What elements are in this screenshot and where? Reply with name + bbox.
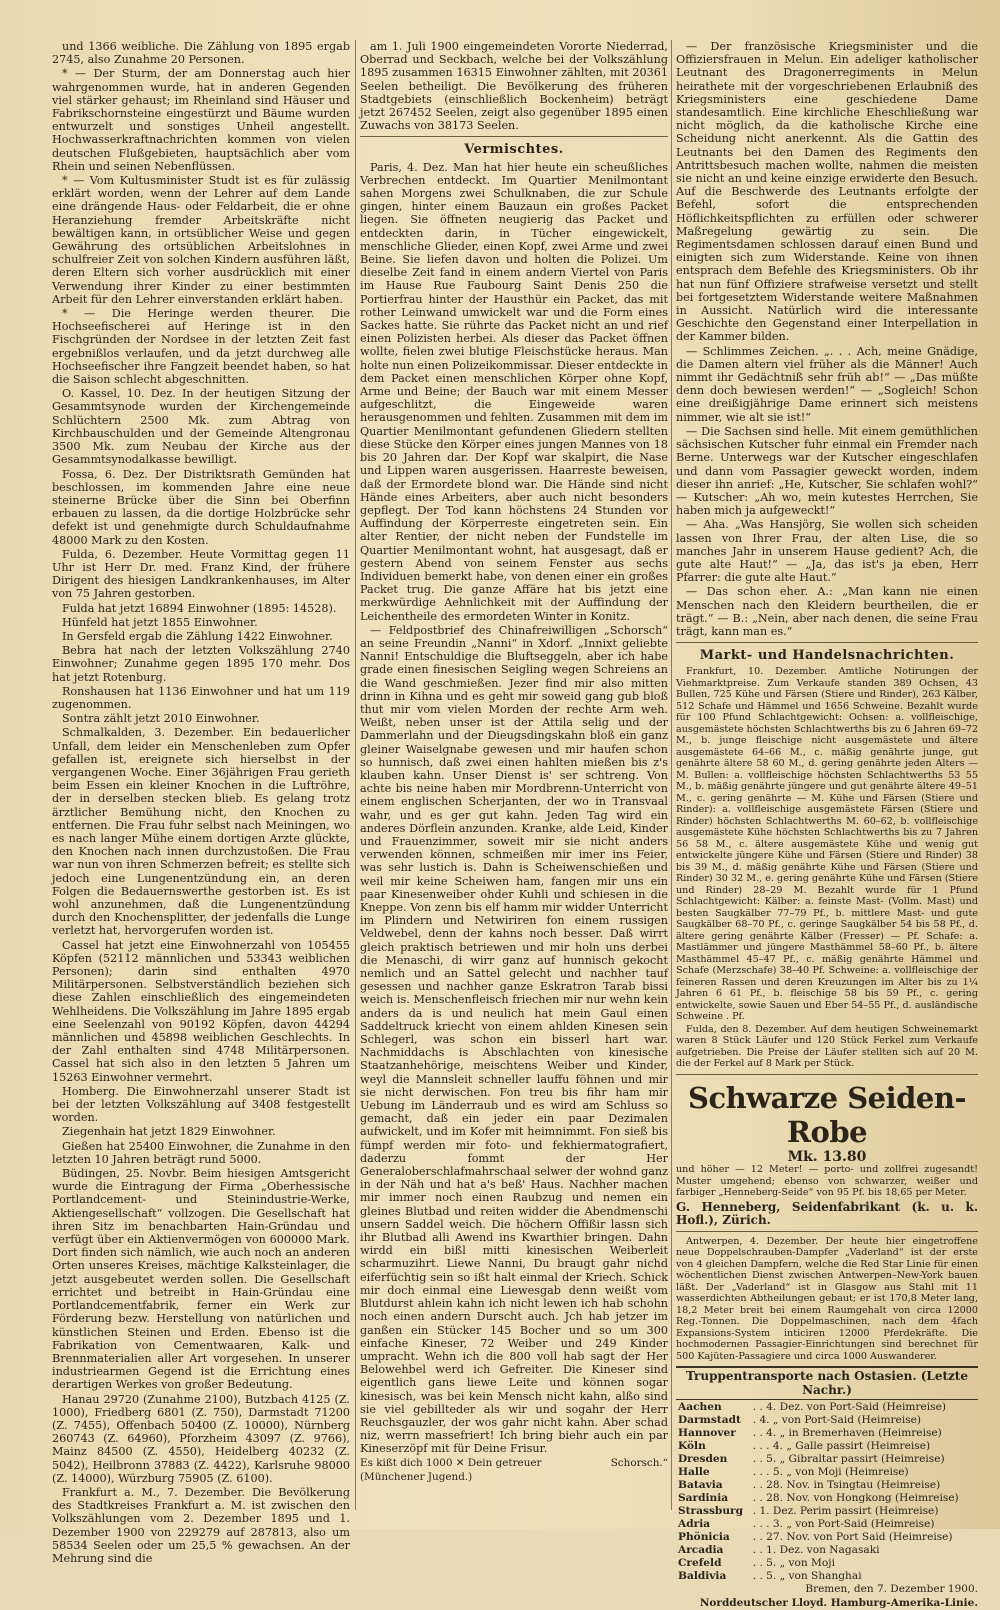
ship-name: Köln — [678, 1439, 706, 1452]
feuilleton-articles — [676, 40, 978, 638]
section-divider — [676, 642, 978, 643]
ship-name: Dresden — [678, 1452, 728, 1465]
article-paragraph: Cassel hat jetzt eine Einwohnerzahl von 105455 Köpfen (52112 männlichen und 53343 weiblichen Personen); darin sind enthalten 4970 Militärpersonen. Selbstverständlich beziehen sich diese Zahlen einschließlich des eingemeindeten Wehlheidens. Die Volkszählung im Jahre 1895 ergab eine Seelenzahl von 90192 Köpfen, davon 44294 männlichen und 45898 weiblichen Geschlechts. In der Zahl enthalten sind 4748 Militärpersonen. Cassel hat sich also in den letzten 5 Jahren um 15263 Einwohner vermehrt. — [52, 938, 350, 1084]
ship-status: . . 5. „ Gibraltar passirt (Heimreise) — [752, 1452, 945, 1465]
letter-closing: Es kißt dich 1000 ✕ Dein getreuer — [360, 1456, 542, 1469]
ship-name: Aachen — [678, 1400, 722, 1413]
ship-status: . . . 5. „ von Moji (Heimreise) — [752, 1465, 909, 1478]
article-paragraph: Hünfeld hat jetzt 1855 Einwohner. — [62, 615, 258, 629]
ship-status: . . 27. Nov. von Port Said (Heimreise) — [752, 1530, 953, 1543]
market-paragraph: Frankfurt, 10. Dezember. Amtliche Notirungen der Viehmarktpreise. Zum Verkaufe standen 389 Ochsen, 43 Bullen, 725 Kühe und Färsen (Stiere und Rinder), 263 Kälber, 512 Schafe und Hämmel und 1656 Schweine. Bezahlt wurde für 100 Pfund Schlachtgewicht: Ochsen: a. vollfleischige, ausgemästete höchsten Schlachtwerths bis zu 6 Jahren 69–72 M., b. junge fleischige nicht ausgemästete und ältere ausgemästete 64–66 M., c. mäßig genährte junge, gut genährte ältere 58 60 M., d. gering genährte jeden Alters — M. Bullen: a. vollfleischige höchsten Schlachtwerths 53 55 M., b. mäßig genährte jüngere und gut genährte ältere 49–51 M., c. gering genährte — M. Kühe und Färsen (Stiere und Rinder): a. vollfleischige ausgemästete Färsen (Stiere und Rinder) höchsten Schlachtwerths M. 60–62, b. vollfleischige ausgemästete Kühe höchsten Schlachtwerths bis zu 7 Jahren 56 58 M., c. ältere ausgemästete Kühe und wenig gut entwickelte jüngere Kühe und Färsen (Stiere und Rinder) 38 bis 39 M., d. mäßig genährte Kühe und Färsen (Stiere und Rinder) 30 32 M., e. gering genährte Kühe und Färsen (Stiere und Rinder) 28–29 M. Bezahlt wurde für 1 Pfund Schlachtgewicht: Kälber: a. feinste Mast- (Vollm. Mast) und besten Saugkälber 77–79 Pf., b. mittlere Mast- und gute Saugkälber 68–70 Pf., c. geringe Saugkälber 54 bis 58 Pf., d. ältere gering genährte Kälber (Fresser) — Pf. Schafe: a. Mastlämmer und jüngere Masthämmel 58–60 Pf., b. ältere Masthämmel 45–47 Pf., c. mäßig genährte Hämmel und Schafe (Merzschafe) 38–40 Pf. Schweine: a. vollfleischige der feineren Rassen und deren Kreuzungen im Alter bis zu 1¼ Jahren 6 61 Pf., b. fleischige 58 bis 59 Pf., c. gering entwickelte, sowie Sauen und Eber 54–55 Pf., d. ausländische Schweine . Pf. — [676, 666, 978, 1023]
transport-row — [676, 1544, 978, 1557]
ship-status: . . 28. Nov. von Hongkong (Heimreise) — [752, 1491, 959, 1504]
transport-row — [676, 1531, 978, 1544]
transport-row — [676, 1505, 978, 1518]
vermischtes-articles — [360, 161, 668, 1456]
article-paragraph: Ziegenhain hat jetzt 1829 Einwohner. — [62, 1125, 276, 1139]
ship-name: Strassburg — [678, 1504, 744, 1517]
ship-name: Batavia — [678, 1478, 723, 1491]
transport-signature: Norddeutscher Lloyd. Hamburg-Amerika-Linie. — [699, 1597, 978, 1610]
transport-row — [676, 1466, 978, 1479]
article-paragraph: Schmalkalden, 3. Dezember. Ein bedauerlicher Unfall, dem leider ein Menschenleben zum Opfer gefallen ist, ereignete sich hierselbst in der vergangenen Woche. Einer 36jährigen Frau gerieth beim Essen ein kleiner Knochen in die Luftröhre, der in derselben stecken blieb. Es gelang trotz ärztlicher Bemühung nicht, den Knochen zu entfernen. Die Frau fuhr selbst nach Meiningen, wo es nach langer Mühe einem dortigen Arzte glückte, den Knochen nach innen durchzustoßen. Die Frau war nun von ihren Schmerzen befreit; es stellte sich jedoch eine Lungenentzündung ein, an deren Folgen die Bedauernswerthe gestorben ist. Es ist wohl anzunehmen, daß die Lungenentzündung durch den Knochensplitter, der jedenfalls die Lunge verletzt hat, hervorgerufen worden ist. — [52, 726, 350, 938]
article-paragraph: und 1366 weibliche. Die Zählung von 1895 ergab 2745, also Zunahme 20 Personen. — [52, 40, 350, 67]
article-paragraph: Büdingen, 25. Novbr. Beim hiesigen Amtsgericht wurde die Eintragung der Firma „Oberhessische Portlandcement- und Steinindustrie-Werke, Aktiengesellschaft“ vollzogen. Die Gesellschaft hat ihren Sitz im benachbarten Hain-Gründau und verfügt über ein Aktienvermögen von 600000 Mark. Dort finden sich nämlich, wie auch noch an anderen Orten unseres Kreises, mächtige Kalksteinlager, die jetzt ausgebeutet werden sollen. Die Gesellschaft errichtet und betreibt in Hain-Gründau eine Portlandcementfabrik, ferner ein Werk zur Förderung bezw. Herstellung von natürlichen und künstlichen Steinen und Erden. Ebenso ist die Fabrikation von Cementwaaren, Kalk- und Brennmaterialien aller Art vorgesehen. In unserer industriearmen Gegend ist die Errichtung eines derartigen Werkes von großer Bedeutung. — [52, 1167, 350, 1392]
column-rule — [671, 40, 672, 1510]
section-heading-vermischtes: Vermischtes. — [464, 142, 564, 158]
advertisement-silk — [676, 1081, 978, 1227]
ship-name: Adria — [678, 1517, 711, 1530]
letter-signer: Schorsch.“ — [610, 1456, 668, 1469]
ship-name: Baldivia — [678, 1569, 727, 1582]
article-paragraph: * — Vom Kultusminister Studt ist es für zulässig erklärt worden, wenn der Lehrer auf dem Lande eine drängende Haus- oder Feldarbeit, die er ohne Heranziehung fremder Arbeitskräfte nicht bewältigen kann, in ortsüblicher Weise und gegen Gewährung des ortsüblichen Arbeitslohnes in schulfreier Zeit von solchen Kindern ausführen läßt, deren Eltern sich vorher ausdrücklich mit einer Verwendung ihrer Kinder zu einer bestimmten Arbeit für den Lehrer einverstanden erklärt haben. — [52, 174, 350, 306]
column-right — [676, 40, 978, 1610]
ad-firm: G. Henneberg, Seidenfabrikant (k. u. k. Hofl.), Zürich. — [676, 1199, 978, 1227]
ship-name: Hannover — [678, 1426, 736, 1439]
ship-status: . . . 4. „ Galle passirt (Heimreise) — [752, 1439, 931, 1452]
ship-status: . 4. „ von Port-Said (Heimreise) — [752, 1413, 922, 1426]
ship-status: . 1. Dez. Perim passirt (Heimreise) — [752, 1504, 939, 1517]
article-paragraph: — Die Sachsen sind helle. Mit einem gemüthlichen sächsischen Kutscher fuhr einmal ein Fremder nach Berne. Unterwegs war der Kutscher eingeschlafen und dann vom Passagier geweckt worden, indem dieser ihn anrief: „He, Kutscher, Sie schlafen wohl?“ — Kutscher: „Ah wo, mein kutestes Herrchen, Sie haben mich ja aufgeweckt!“ — [676, 424, 978, 518]
transport-row — [676, 1414, 978, 1427]
transport-row — [676, 1479, 978, 1492]
ship-status: . . 5. „ von Moji — [752, 1556, 835, 1569]
section-divider — [676, 1231, 978, 1232]
transport-table — [676, 1401, 978, 1583]
ship-status: . . 28. Nov. in Tsingtau (Heimreise) — [752, 1478, 941, 1491]
ship-status: . . 5. „ von Shanghai — [752, 1569, 862, 1582]
article-paragraph: Homberg. Die Einwohnerzahl unserer Stadt ist bei der letzten Volkszählung auf 3408 festgestellt worden. — [52, 1084, 350, 1125]
ship-status: . . 4. Dez. von Port-Said (Heimreise) — [752, 1400, 947, 1413]
article-paragraph: * — Der Sturm, der am Donnerstag auch hier wahrgenommen wurde, hat in anderen Gegenden viel stärker gehaust; im Rheinland sind Häuser und Fabrikschornsteine eingestürzt und Bäume wurden entwurzelt und sonstiges Unheil angestellt. Hochwasserkraftnachrichten kommen von vielen deutschen Flußgebieten, hauptsächlich aber vom Rhein und seinen Nebenflüssen. — [52, 67, 350, 173]
article-paragraph: Hanau 29720 (Zunahme 2100), Butzbach 4125 (Z. 1000), Friedberg 6801 (Z. 750), Darmstadt 71200 (Z. 7455), Offenbach 50400 (Z. 10000), Nürnberg 260743 (Z. 64960), Pforzheim 43097 (Z. 9766), Mainz 84500 (Z. 4550), Heidelberg 40232 (Z. 5042), Heilbronn 37883 (Z. 4422), Karlsruhe 98000 (Z. 14000), Würzburg 75905 (Z. 6100). — [52, 1392, 350, 1485]
article-paragraph: Fulda, 6. Dezember. Heute Vormittag gegen 11 Uhr ist Herr Dr. med. Franz Kind, der frühere Dirigent des hiesigen Landkrankenhauses, im Alter von 75 Jahren gestorben. — [52, 547, 350, 601]
transport-row — [676, 1427, 978, 1440]
ship-name: Halle — [678, 1465, 710, 1478]
article-paragraph: Frankfurt a. M., 7. Dezember. Die Bevölkerung des Stadtkreises Frankfurt a. M. ist zwischen den Volkszählungen vom 2. Dezember 1895 und 1. Dezember 1900 von 229279 auf 287813, also um 58534 Seelen oder um 25,5 % gewachsen. An der Mehrung sind die — [52, 1485, 350, 1565]
article-paragraph: — Feldpostbrief des Chinafreiwilligen „Schorsch“ an seine Freundin „Nanni“ in Xdorf. „Innixt geliebte Nanni! Entschuldige die Bluftseggeln, aber ich habe grade einen finesischen Seigling wegen Schreiens an die Wand geschmießen. Jezer find mir also mitten drinn in Kihna und es geht mir soweid gang gub bloß thut mir vom vielen Morden der rechte Arm weh. Weißt, neben unser ist der Attila selig und der Dammerlahn und der Dieugsdingskahn bloß ein ganz gleiner Waiselgnabe gewesen und mir haufen schon so hunnisch, daß zwei einen hahlten mießen bis z's klauben kahn. Unser Dienst is' ser schtreng. Von achte bis neine haben mir Mordbrenn-Unterricht von einem englischen Scherjanten, der wo in Transvaal wahr, und es ger gut kahn. Jeden Tag wird ein anderes Dörflein anzunden. Kranke, alde Leid, Kinder und Frauenzimmer, soweit mir sie nicht anders verwenden können, schmeißen mir imer ins Feier, was sehr lustich is. Dahn is Scheiwenschießen und weil mir keine Scheiwen ham, fangen mir uns ein paar Kinesenweiber ohder Kuhli und schiesen in die Kneppe. Von zenn bis elf hamm mir widder Unterricht im Plindern und Netwiriren fon einem russigen Veldwebel, denn der kahns noch besser. Daß wirrt gleich praktisch betriewen und mir holn uns derbei die Menaschi, di wirr ganz auf hunnisch gekocht nemlich und an Sattel gelecht und nachher tauf gesessen und nachher ganze Eskratron Tarab bissi weich is. Menschenfleisch friechen mir nur wehn kein anders da is und neulich hat mein Gaul einen Saddeltruck kriecht von einem ahlden Kinesen sein Schlegerl, was schon ein bisserl hart war. Nachmiddachs is Abschlachten von kinesische Staatzanhehörige, meischtens Weiber und Kinder, weyl die Mannsleit schneller lauffu föhnen und mir sie nicht derwischen. Fon treu bis fihr ham mir Uebung im Länderraub und es wird am Schluss so gemacht, daß ein jeder ein paar Dezimalen aufwickelt, und im Kofer mit heimnimmt. Fon sieß bis fümpf werden mir foto- und fekhiermatografiert, daderzu fommt der Her Generaloberschlafmahrschaal selwer der wohnd ganz in der Näh und hat a's beß' Haus. Nachher machen mir immer noch einen Raubzug und nemen ein gleines Blutbad und reiten widder die Abendmenschi unsern Saddel weich. Die höchern Offißir lassn sich ihr Blutbad alli Awend ins Kwarthier bringen. Dahn wirdd ein bißl mitti kinesischen Weiberleit scharmuzihrt. Liewe Nanni, Du braugt gahr nichd eiferfüchtig sein so ißt halt einmal der Kriech. Schick mir doch einmal eine Liewesgab denn weißt vom Blutdurst ahlein kahn ich nicht lewen ich hab schohn noch einen andern Durscht auch. Jch hab jetzer im ganßen ein Stücker 145 Bocher und so um 300 einfache Kineser, 72 Weiber und 249 Kinder umpracht. Wehn ich die 800 voll hab sagt der Her Belowehbel werd ich Gefreiter. Die Kineser sind eigentlich gans liewe Leite und können sogar kinesisch, was bei kein Mensch nicht kahn, alßo sind sie viel gebillteder als wir und sogahr der Herr Reuchsgauzler, der wos gahr nicht kahn. Aber schad niz, werrn massefriert! Ich bring biehr auch ein par Kineserzöpf mit für Deine Frisur. — [360, 623, 668, 1456]
article-paragraph: * — Die Heringe werden theurer. Die Hochseefischerei auf Heringe ist in den Fischgründen der Nordsee in der letzten Zeit fast ergebnißlos verlaufen, und da jetzt durchweg alle Hochseefischer ihre Fangzeit beendet haben, so hat die Saison schlecht abgeschnitten. — [52, 307, 350, 387]
ship-name: Sardinia — [678, 1491, 729, 1504]
article-paragraph: Gießen hat 25400 Einwohner, die Zunahme in den letzten 10 Jahren beträgt rund 5000. — [52, 1139, 350, 1166]
article-paragraph: — Der französische Kriegsminister und die Offiziersfrauen in Melun. Ein adeliger katholischer Leutnant des Dragonerregiments in Melun heirathete mit der vorgeschriebenen Erlaubniß des Kriegsministers eine geschiedene Dame standesamtlich. Eine kirchliche Eheschließung war nicht möglich, da die katholische Kirche eine Scheidung nicht anerkennt. Als die Gattin des Leutnants bei den Damen des Regiments den Antrittsbesuch machen wollte, nahmen die meisten sie nicht an und keine einzige erwiderte den Besuch. Auf die Beschwerde des Leutnants erfolgte der Befehl, sofort die entsprechenden Höflichkeitspflichten zu erfüllen oder schwerer Maßregelung gewärtig zu sein. Die Regimentsdamen schlossen darauf einen Bund und einigten sich zum Widerstande. Keine von ihnen entsprach dem Befehle des Kriegsministers. Ob ihr hat nun fünf Offiziere strafweise versetzt und stellt bei fortgesetztem Widerstande weitere Maßnahmen in Aussicht. Natürlich wird die interessante Geschichte den Gegenstand einer Interpellation in der Kammer bilden. — [676, 40, 978, 344]
transport-row — [676, 1401, 978, 1414]
column-rule — [355, 40, 356, 1510]
ship-name: Crefeld — [678, 1556, 722, 1569]
letter-signature — [360, 1457, 668, 1470]
transport-date: Bremen, den 7. Dezember 1900. — [805, 1582, 978, 1595]
ship-name: Arcadia — [678, 1543, 724, 1556]
ship-status: . . 4. „ in Bremerhaven (Heimreise) — [752, 1426, 942, 1439]
article-paragraph: Sontra zählt jetzt 2010 Einwohner. — [62, 712, 260, 726]
ship-status: . . 1. Dez. von Nagasaki — [752, 1543, 880, 1556]
article-paragraph: — Das schon eher. A.: „Man kann nie einen Menschen nach den Kleidern beurtheilen, die er trägt.“ — B.: „Nein, aber nach denen, die seine Frau trägt, kann man es.“ — [676, 585, 978, 638]
article-paragraph: — Aha. „Was Hansjörg, Sie wollen sich scheiden lassen von Ihrer Frau, der alten Lise, die so manches Jahr in unserem Hause gedient? Ach, die gute alte Haut!“ — „Ja, das ist's ja eben, Herr Pfarrer: die gute alte Haut.“ — [676, 518, 978, 585]
transport-row — [676, 1557, 978, 1570]
transport-row — [676, 1453, 978, 1466]
article-paragraph: Bebra hat nach der letzten Volkszählung 2740 Einwohner; Zunahme gegen 1895 170 mehr. Dos hat jetzt Rotenburg. — [52, 644, 350, 684]
ship-status: . . . 3. „ von Port-Said (Heimreise) — [752, 1517, 935, 1530]
article-paragraph: — Schlimmes Zeichen. „. . . Ach, meine Gnädige, die Damen altern viel früher als die Männer! Auch nimmt ihr Gedächtniß sehr früh ab!“ — „Das müßte denn doch bewiesen werden!“ — „Sogleich! Schon eine dreißigjährige Dame erinnert sich meistens nimmer, wie alt sie ist!“ — [676, 344, 978, 424]
article-paragraph: Fulda hat jetzt 16894 Einwohner (1895: 14528). — [62, 601, 337, 615]
section-divider — [360, 136, 668, 137]
column-middle — [360, 40, 668, 1510]
article-antwerpen: Antwerpen, 4. Dezember. Der heute hier eingetroffene neue Doppelschrauben-Dampfer „Vaderland“ ist der erste von 4 gleichen Dampfern, welche die Red Star Linie für einen wöchentlichen Dienst zwischen Antwerpen–New-York bauen läßt. Der „Vaderland“ ist in Glasgow aus Stahl mit 11 wasserdichten Abtheilungen gebaut; er ist 170,8 Meter lang, 18,2 Meter breit bei einem Raumgehalt von circa 12000 Reg.-Tonnen. Die Doppelmaschinen, nach dem 4fach Expansions-System inticiren 12000 Pferdekräfte. Die hochmodernen Passagier-Einrichtungen sind berechnet für 500 Kajüten-Passagiere und circa 1000 Auswanderer. — [676, 1235, 978, 1362]
market-paragraph: Fulda, den 8. Dezember. Auf dem heutigen Schweinemarkt waren 8 Stück Läufer und 120 Stück Ferkel zum Verkaufe aufgetrieben. Die Preise der Läufer stellten sich auf 20 M. die der Ferkel auf 8 Mark per Stück. — [676, 1023, 978, 1070]
ship-name: Phönicia — [678, 1530, 730, 1543]
letter-source: (Münchener Jugend.) — [360, 1470, 473, 1483]
article-paragraph: Fossa, 6. Dez. Der Distriktsrath Gemünden hat beschlossen, im kommenden Jahre eine neue steinerne Brücke über die Sinn bei Oberfinn erbauen zu lassen, da die dortige Holzbrücke sehr defekt ist und genehmigte durch Schuldaufnahme 48000 Mark zu den Kosten. — [52, 467, 350, 547]
ship-name: Darmstadt — [678, 1413, 741, 1426]
ad-price: Mk. 13.80 — [787, 1148, 867, 1165]
ad-text: und höher — 12 Meter! — porto- und zollfrei zugesandt! Muster umgehend; ebenso von schwarzer, weißer und farbiger „Henneberg-Seide“ von 95 Pf. bis 18,65 per Meter. — [676, 1164, 978, 1199]
article-frankfurt-continued: am 1. Juli 1900 eingemeindeten Vororte Niederrad, Oberrad und Seckbach, welche bei der Volkszählung 1895 zusammen 16315 Einwohner zählten, mit 20361 Seelen betheiligt. Die Bevölkerung des früheren Stadtgebiets (einschließlich Bockenheim) beträgt jetzt 267452 Seelen, zeigt also gegenüber 1895 einen Zuwachs von 38173 Seelen. — [360, 40, 668, 133]
transport-row — [676, 1518, 978, 1531]
article-paragraph: Ronshausen hat 1136 Einwohner und hat um 119 zugenommen. — [52, 684, 350, 711]
section-heading-market: Markt- und Handelsnachrichten. — [699, 648, 955, 664]
article-paragraph: In Gersfeld ergab die Zählung 1422 Einwohner. — [62, 629, 333, 643]
transport-row — [676, 1570, 978, 1583]
article-paragraph: O. Kassel, 10. Dez. In der heutigen Sitzung der Gesammtsynode wurden der Kirchengemeinde Schlüchtern 2500 Mk. zum Abtrag von Kirchbauschulden und der Gemeinde Altengronau 3500 Mk. zum Neubau der Kirche aus der Gesammtsynodalkasse bewilligt. — [52, 387, 350, 467]
transport-heading: Truppentransporte nach Ostasien. (Letzte Nachr.) — [676, 1366, 978, 1399]
column-left — [52, 40, 350, 1565]
transport-row — [676, 1492, 978, 1505]
ad-title: Schwarze Seiden-Robe — [688, 1080, 966, 1149]
article-paragraph: Paris, 4. Dez. Man hat hier heute ein scheußliches Verbrechen entdeckt. Im Quartier Menilmontant sahen Morgens zwei Schulknaben, die zur Schule gingen, hinter einem Bauzaun ein großes Packet liegen. Sie öffneten neugierig das Packet und entdeckten darin, in Tücher eingewickelt, menschliche Glieder, einen Kopf, zwei Arme und zwei Beine. Sie liefen davon und holten die Polizei. Um dieselbe Zeit fand in einem andern Viertel von Paris im Hause Rue Faubourg Saint Denis 250 die Portierfrau hinter der Hausthür ein Packet, das mit rother Leinwand umwickelt war und die Form eines Sackes hatte. Sie rührte das Packet nicht an und rief einen Polizisten herbei. Als dieser das Packet öffnen wollte, fielen zwei blutige Fleischstücke heraus. Man holte nun einen Polizeikommissar. Dieser entdeckte in dem Packet einen menschlichen Körper ohne Kopf, Arme und Beine; der Bauch war mit einem Messer aufgeschlitzt, die Eingeweide waren herausgenommen und fehlten. Zusammen mit dem im Quartier Menilmontant gefundenen Gliedern stellten diese Stücke den Körper eines jungen Mannes von 18 bis 20 Jahren dar. Der Kopf war skalpirt, die Nase und Lippen waren ausgerissen. Haarreste beweisen, daß der Ermordete blond war. Die Hände sind nicht Hände eines Arbeiters, aber auch nicht besonders gepflegt. Der Tod kann höchstens 24 Stunden vor Auffindung der Körperreste eingetreten sein. Ein alter Rentier, der nicht neben der Fundstelle im Quartier Menilmontant wohnt, hat ausgesagt, daß er gestern Abend von seinem Fenster aus sechs Individuen bemerkt habe, von denen einer ein großes Packet trug. Die ganze Affäre hat bis jetzt eine merkwürdige Aehnlichkeit mit der Auffindung der Leichentheile des ermordeten Winter in Konitz. — [360, 160, 668, 623]
transport-row — [676, 1440, 978, 1453]
market-reports — [676, 666, 978, 1070]
section-divider — [676, 1074, 978, 1075]
